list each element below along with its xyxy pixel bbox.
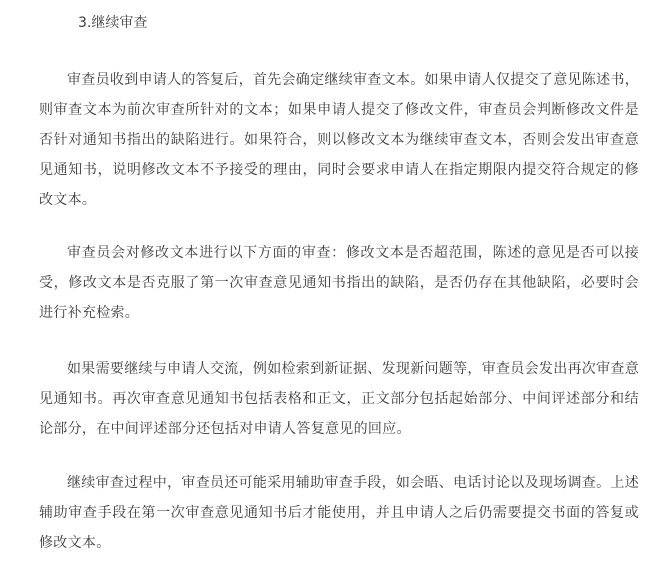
paragraph-review-aspects: 审查员会对修改文本进行以下方面的审查：修改文本是否超范围，陈述的意见是否可以接受，修改文本是否克服了第一次审查意见通知书指出的缺陷，是否仍存在其他缺陷，必要时会进行补充检索。: [39, 245, 639, 321]
paragraph-further-notice: 如果需要继续与申请人交流，例如检索到新证据、发现新问题等，审查员会发出再次审查意见通知书。再次审查意见通知书包括表格和正文，正文部分包括起始部分、中间评述部分和结论部分，在中间评述部分还包括对申请人答复意见的回应。: [39, 361, 639, 437]
section-heading: 3.继续审查: [78, 15, 148, 31]
paragraph-auxiliary-means: 继续审查过程中，审查员还可能采用辅助审查手段，如会晤、电话讨论以及现场调查。上述辅助审查手段在第一次审查意见通知书后才能使用，并且申请人之后仍需要提交书面的答复或修改文本。: [39, 475, 639, 551]
paragraph-confirm-text: 审查员收到申请人的答复后，首先会确定继续审查文本。如果申请人仅提交了意见陈述书，则审查文本为前次审查所针对的文本；如果申请人提交了修改文件，审查员会判断修改文件是否针对通知书指出的缺陷进行。如果符合，则以修改文本为继续审查文本，否则会发出审查意见通知书，说明修改文本不予接受的理由，同时会要求申请人在指定期限内提交符合规定的修改文本。: [39, 72, 639, 208]
